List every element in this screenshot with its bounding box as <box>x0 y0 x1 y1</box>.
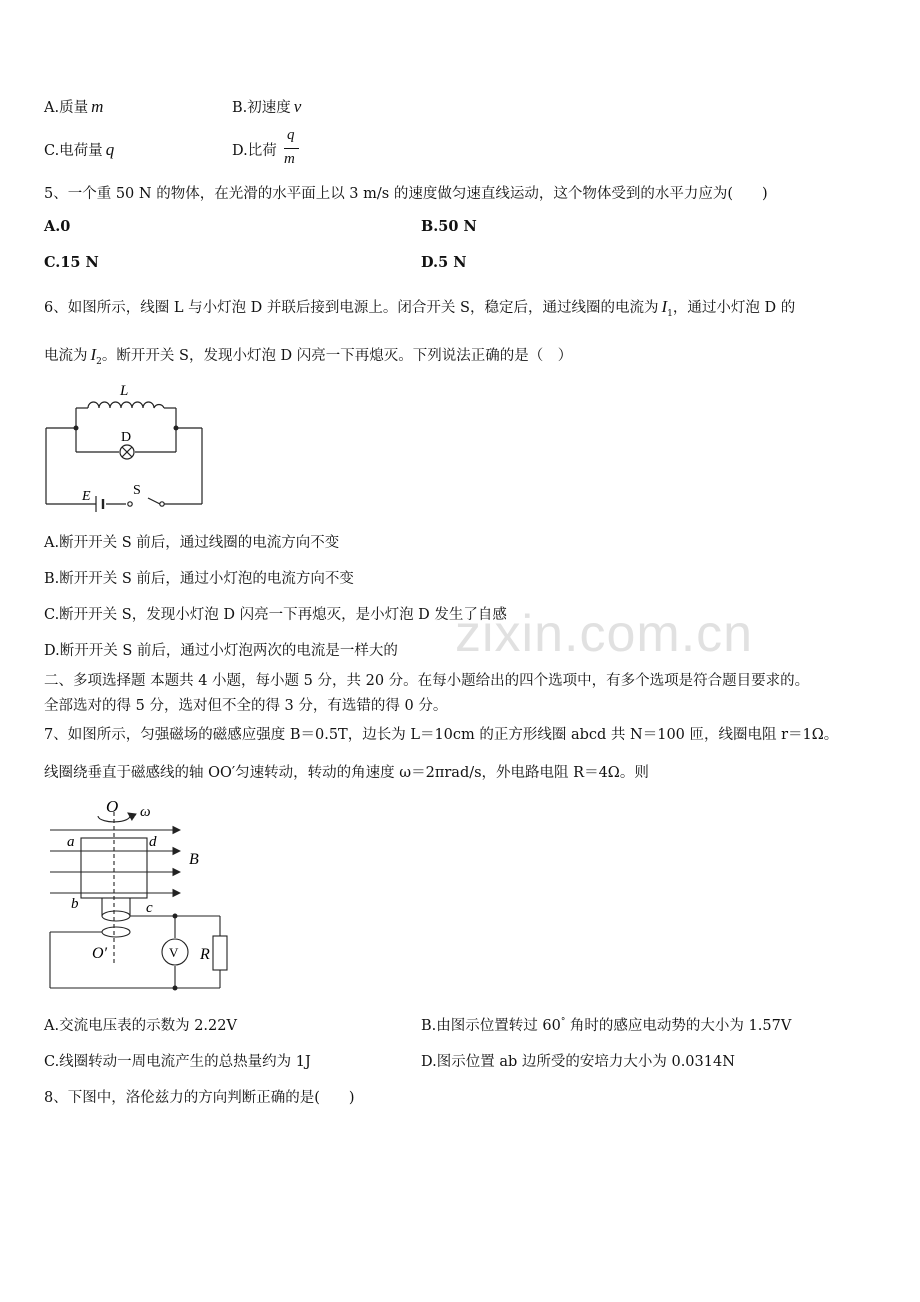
q6-option-c: C.断开开关 S，发现小灯泡 D 闪亮一下再熄灭，是小灯泡 D 发生了自感 <box>44 607 507 623</box>
q4-option-a: A.质量 m <box>44 97 104 116</box>
label-O: O <box>106 797 119 816</box>
fraction-denominator: m <box>284 151 295 167</box>
q7-stem-line2: 线圈绕垂直于磁感线的轴 OO′匀速转动，转动的角速度 ω＝2πrad/s，外电路电阻 R＝4Ω。则 <box>44 765 649 781</box>
label-D: D <box>121 430 132 445</box>
label-E: E <box>82 489 91 504</box>
q6-option-d: D.断开开关 S 前后，通过小灯泡两次的电流是一样大的 <box>44 643 398 659</box>
q6-option-b: B.断开开关 S 前后，通过小灯泡的电流方向不变 <box>44 571 354 587</box>
q5-option-d: D.5 N <box>421 254 467 271</box>
label-O-prime: O′ <box>92 945 108 962</box>
q7-option-c: C.线圈转动一周电流产生的总热量约为 1J <box>44 1054 311 1070</box>
label-c: c <box>146 900 153 916</box>
q7-option-d: D.图示位置 ab 边所受的安培力大小为 0.0314N <box>421 1054 735 1070</box>
label-S: S <box>133 483 141 498</box>
q5-option-a: A.0 <box>44 218 71 235</box>
label-L: L <box>120 383 129 399</box>
fraction-numerator: q <box>287 127 295 143</box>
watermark: zixin.com.cn <box>455 605 754 663</box>
section2-line2: 全部选对的得 5 分，选对但不全的得 3 分，有选错的得 0 分。 <box>44 698 448 714</box>
q7-option-a: A.交流电压表的示数为 2.22V <box>44 1018 237 1034</box>
q5-option-b: B.50 N <box>421 218 477 235</box>
q6-stem-line2: 电流为 $I_2$。断开开关 S，发现小灯泡 D 闪亮一下再熄灭。下列说法正确的是（ ） <box>44 345 573 367</box>
label-R: R <box>200 946 210 963</box>
q4-option-c: C.电荷量 q <box>44 140 115 159</box>
q6-option-a: A.断开开关 S 前后，通过线圈的电流方向不变 <box>44 535 340 551</box>
q4-option-d: D.比荷 <box>232 143 277 159</box>
q6-stem-line1: 6、如图所示，线圈 L 与小灯泡 D 并联后接到电源上。闭合开关 S，稳定后，通过线圈的电流为 $I_1$，通过小灯泡 D 的 <box>44 297 796 319</box>
section2-line1: 二、多项选择题 本题共 4 小题，每小题 5 分，共 20 分。在每小题给出的四个选项中，有多个选项是符合题目要求的。 <box>44 673 810 689</box>
label-b: b <box>71 896 79 912</box>
label-d: d <box>149 834 157 850</box>
q8-stem: 8、下图中，洛伦兹力的方向判断正确的是( ) <box>44 1090 355 1106</box>
voltmeter-label: V <box>169 945 179 960</box>
q7-stem-line1: 7、如图所示，匀强磁场的磁感应强度 B＝0.5T，边长为 L＝10cm 的正方形线圈 abcd 共 N＝100 匝，线圈电阻 r＝1Ω。 <box>44 727 839 743</box>
label-a: a <box>67 834 75 850</box>
q7-option-b: B.由图示位置转过 60° 角时的感应电动势的大小为 1.57V <box>421 1017 792 1034</box>
q5-stem: 5、一个重 50 N 的物体，在光滑的水平面上以 3 m/s 的速度做匀速直线运动，这个物体受到的水平力应为( ) <box>44 186 768 202</box>
label-B: B <box>189 851 199 868</box>
label-omega: ω <box>140 804 151 820</box>
q4-option-b: B.初速度 v <box>232 97 302 116</box>
q5-option-c: C.15 N <box>44 254 99 271</box>
